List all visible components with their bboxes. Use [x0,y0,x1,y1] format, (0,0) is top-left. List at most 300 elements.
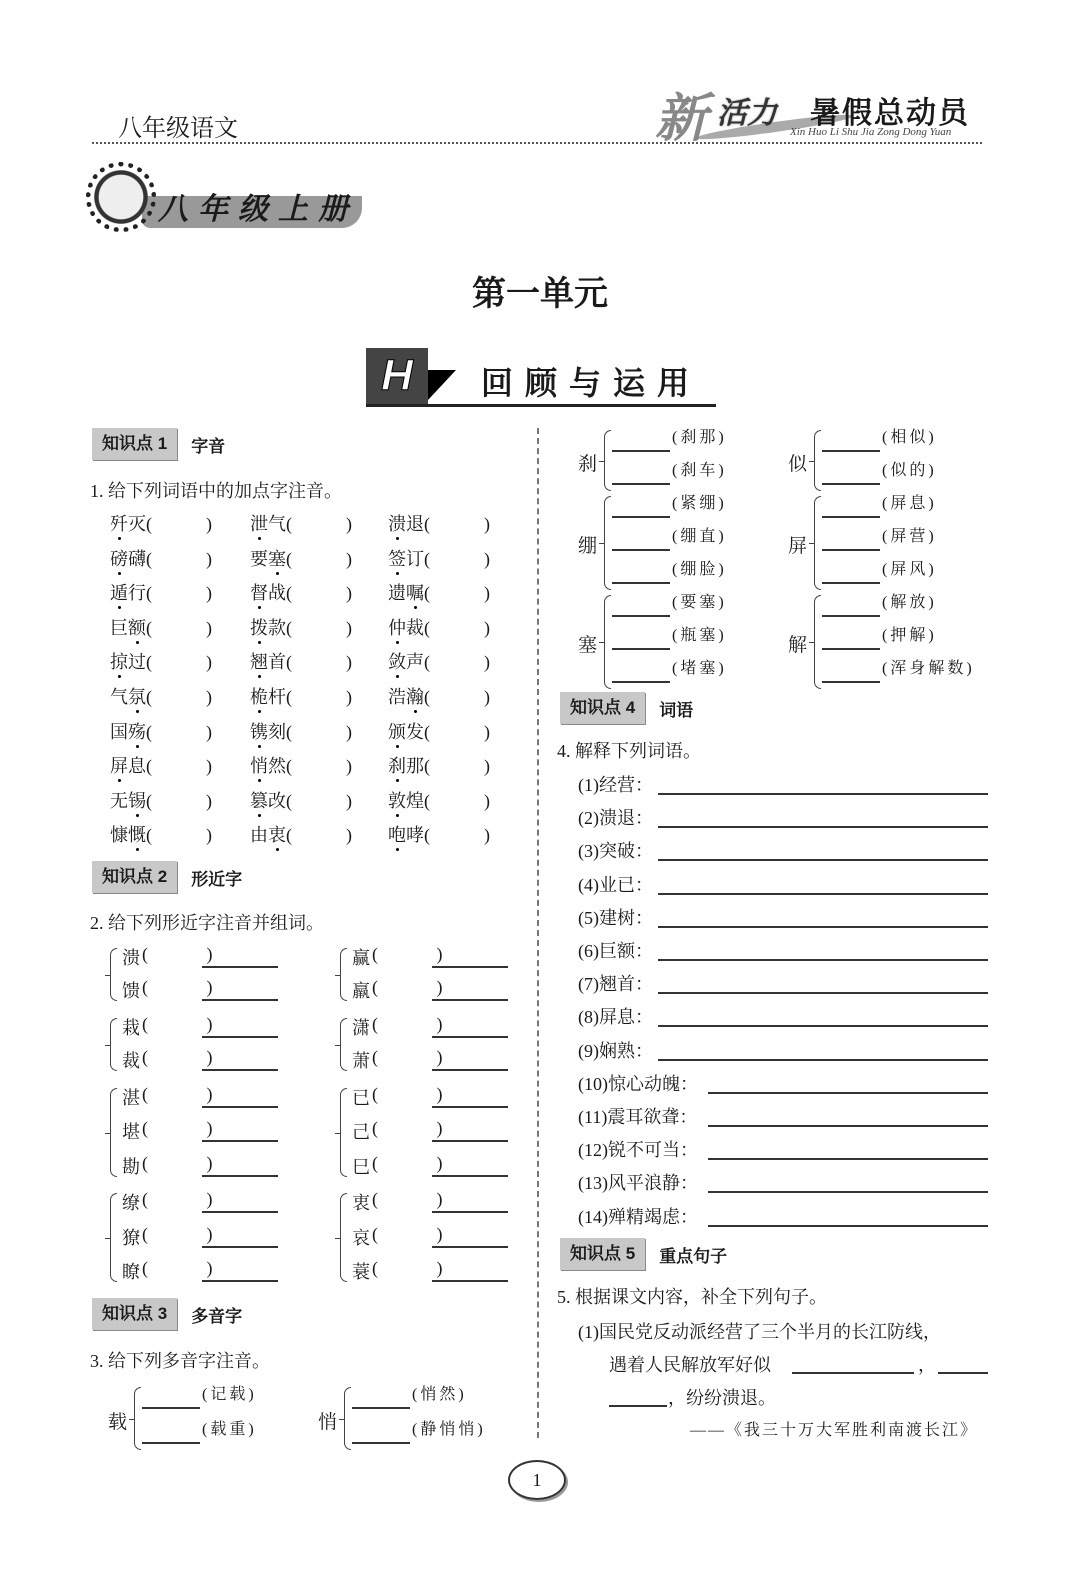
answer-paren: ( ) [372,944,443,964]
polyphone-char: 塞 [578,635,598,656]
vocab-label: (3)突破： [578,841,653,862]
brace [110,1193,117,1282]
vocab-label: (1)经营： [578,775,653,795]
pinyin-item [388,579,490,605]
similar-char: 溃 [122,948,140,968]
answer-blank[interactable] [822,549,880,551]
kp-tag: 知识点 4 [560,692,645,724]
answer-blank[interactable] [432,1036,508,1038]
pinyin-item [110,752,212,778]
word-char: 仲 [388,617,406,638]
polyphone-char: 悄 [318,1411,338,1433]
similar-char: 巳 [352,1157,370,1177]
answer-blank[interactable] [612,450,670,452]
vocab-label: (11)震耳欲聋： [578,1107,698,1127]
polyphone-word: (紧绷) [672,495,727,512]
word-char: 遁 [110,583,128,604]
answer-paren: ( ) [142,1153,213,1173]
brand-logo [655,82,985,148]
answer-paren: ( ) [142,944,213,964]
answer-blank[interactable] [612,582,670,584]
comma: ， [918,1355,936,1375]
answer-blank[interactable] [658,959,988,961]
answer-paren: ( ) [142,1047,213,1067]
brace [340,1193,347,1282]
similar-char: 己 [352,1122,370,1142]
kp-title: 多音字 [191,1306,243,1326]
sentence-line-1: (1)国民党反动派经营了三个半月的长江防线， [578,1322,941,1342]
answer-paren[interactable]: ( ) [286,825,352,846]
word-char: 掠 [110,652,128,673]
answer-paren[interactable]: ( ) [424,721,490,742]
pinyin-item [110,545,212,571]
word-char: 桅 [250,687,268,707]
similar-char: 馈 [122,981,140,1001]
polyphone-char: 绷 [578,536,598,557]
answer-blank[interactable] [658,893,988,895]
word-char: 然 [268,756,286,777]
word-char: 那 [406,756,424,777]
polyphone-word: (浑身解数) [882,660,975,677]
answer-blank[interactable] [432,1069,508,1071]
word-char: 巨 [110,617,128,638]
polyphone-word: (屏营) [882,528,937,545]
word-char: 衷 [268,825,286,846]
word-char: 瀚 [406,687,424,707]
polyphone-word: (押解) [882,627,937,644]
polyphone-word: (静悄悄) [412,1421,486,1438]
answer-blank[interactable] [202,1106,278,1108]
question-3: 3. 给下列多音字注音。 [90,1351,270,1371]
similar-char: 蓑 [352,1262,370,1282]
answer-blank[interactable] [432,999,508,1001]
kp-title: 词语 [659,700,694,720]
answer-paren[interactable]: ( ) [424,825,490,846]
pinyin-item [110,648,212,674]
kp-tag: 知识点 2 [92,861,177,893]
word-char: 篡 [250,790,268,811]
answer-blank[interactable] [708,1092,988,1094]
word-char: 颁 [388,721,406,742]
answer-blank[interactable] [792,1372,914,1374]
answer-blank[interactable] [658,992,988,994]
answer-paren[interactable]: ( ) [146,825,212,846]
word-char: 嘱 [406,583,424,604]
similar-char: 已 [352,1088,370,1108]
answer-blank[interactable] [202,1036,278,1038]
answer-paren: ( ) [372,1047,443,1067]
answer-blank[interactable] [432,1106,508,1108]
answer-blank[interactable] [708,1225,988,1227]
answer-blank[interactable] [658,826,988,828]
word-char: 行 [128,583,146,604]
similar-char: 湛 [122,1088,140,1108]
pinyin-item [388,683,490,709]
knowledge-point-header [92,428,225,460]
answer-blank[interactable] [822,615,880,617]
word-char: 款 [268,617,286,638]
word-char: 督 [250,583,268,604]
word-char: 改 [268,790,286,811]
page-number: 1 [508,1460,566,1500]
word-char: 刹 [388,756,406,777]
answer-blank[interactable] [432,966,508,968]
similar-char: 堪 [122,1122,140,1142]
vocab-label: (9)娴熟： [578,1040,653,1061]
answer-paren[interactable]: ( ) [146,721,212,742]
knowledge-point-header [92,1298,242,1330]
answer-paren[interactable]: ( ) [146,790,212,811]
answer-blank[interactable] [612,516,670,518]
answer-blank[interactable] [822,681,880,683]
polyphone-word: (要塞) [672,594,727,611]
polyphone-word: (解放) [882,594,937,611]
polyphone-char: 屏 [788,536,808,557]
answer-blank[interactable] [708,1125,988,1127]
column-divider [537,428,539,1438]
answer-blank[interactable] [352,1407,410,1409]
word-char: 敦 [388,790,406,811]
word-char: 锡 [128,790,146,811]
word-char: 声 [406,652,424,673]
word-char: 氛 [128,687,146,707]
answer-paren[interactable]: ( ) [424,583,490,604]
answer-paren[interactable]: ( ) [424,756,490,777]
answer-paren: ( ) [142,1258,213,1278]
word-char: 遗 [388,583,406,604]
brace [814,430,821,491]
section-title: 回顾与运用 [481,365,702,401]
brace [110,1018,117,1071]
answer-blank[interactable] [202,1140,278,1142]
logo-pinyin: Xin Huo Li Shu Jia Zong Dong Yuan [790,126,952,138]
word-char: 杆 [268,687,286,707]
pinyin-item [388,821,490,847]
word-char: 额 [128,617,146,638]
answer-paren: ( ) [142,1084,213,1104]
vocab-label: (7)翘首： [578,974,653,995]
word-char: 慷 [110,825,128,846]
answer-blank[interactable] [822,483,880,485]
answer-paren[interactable]: ( ) [424,652,490,673]
answer-blank[interactable] [142,1442,200,1444]
word-char: 磅 [110,548,128,569]
similar-char: 哀 [352,1228,370,1248]
kp-tag: 知识点 1 [92,428,177,460]
answer-paren: ( ) [372,1084,443,1104]
pinyin-item [388,718,490,744]
answer-paren: ( ) [372,1153,443,1173]
similar-char: 瞭 [122,1262,140,1282]
answer-paren[interactable]: ( ) [286,687,352,707]
pinyin-item [250,787,352,813]
polyphone-word: (屏风) [882,561,937,578]
answer-paren[interactable]: ( ) [286,548,352,569]
answer-blank[interactable] [612,648,670,650]
polyphone-word: (记载) [202,1386,257,1403]
answer-paren: ( ) [372,1224,443,1244]
unit-title: 第一单元 [472,276,608,313]
pinyin-item [250,648,352,674]
knowledge-point-header [92,861,242,893]
brace [134,1387,141,1450]
pinyin-item [388,614,490,640]
brace [814,496,821,590]
answer-blank[interactable] [432,1211,508,1213]
sun-icon [90,166,152,228]
brace [814,595,821,689]
pinyin-item [250,752,352,778]
similar-char: 栽 [122,1018,140,1038]
answer-blank[interactable] [432,1280,508,1282]
answer-blank[interactable] [658,793,988,795]
word-char: 首 [268,652,286,673]
answer-paren[interactable]: ( ) [146,617,212,638]
knowledge-point-header [560,692,693,724]
pinyin-item [250,579,352,605]
word-char: 气 [268,514,286,534]
polyphone-word: (载重) [202,1421,257,1438]
similar-char: 勘 [122,1157,140,1177]
pinyin-item [388,545,490,571]
word-char: 由 [250,825,268,846]
answer-blank[interactable] [658,926,988,928]
grade-banner-text: 八年级上册 [158,193,358,226]
word-char: 慨 [128,825,146,846]
vocab-label: (8)屏息： [578,1007,653,1028]
logo-xin: 新 [655,91,708,148]
answer-blank[interactable] [352,1442,410,1444]
answer-paren[interactable]: ( ) [146,583,212,604]
pinyin-item [388,648,490,674]
answer-blank[interactable] [202,966,278,968]
word-char: 拨 [250,617,268,638]
answer-paren: ( ) [372,1258,443,1278]
pinyin-item [110,718,212,744]
word-char: 发 [406,721,424,742]
word-char: 泄 [250,514,268,534]
answer-blank[interactable] [822,648,880,650]
logo-huoli: 活力 [717,97,777,130]
similar-char: 潇 [352,1018,370,1038]
sentence-line-3: ，纷纷溃退。 [668,1388,776,1408]
word-char: 塞 [268,548,286,569]
pinyin-item [250,821,352,847]
pinyin-item [110,579,212,605]
similar-char: 獠 [122,1228,140,1248]
answer-paren[interactable]: ( ) [286,756,352,777]
quote-source: ——《我三十万大军胜利南渡长江》 [690,1422,979,1439]
polyphone-word: (绷脸) [672,561,727,578]
word-char: 敛 [388,652,406,673]
answer-paren[interactable]: ( ) [146,652,212,673]
word-char: 国 [110,721,128,742]
answer-blank[interactable] [822,582,880,584]
vocab-label: (14)殚精竭虑： [578,1206,698,1227]
vocab-label: (5)建树： [578,907,653,928]
answer-blank[interactable] [708,1158,988,1160]
knowledge-point-header [560,1238,727,1270]
answer-blank[interactable] [432,1140,508,1142]
similar-char: 衷 [352,1193,370,1213]
word-char: 礴 [128,548,146,569]
pinyin-item [110,683,212,709]
similar-char: 缭 [122,1193,140,1213]
polyphone-word: (瓶塞) [672,627,727,644]
word-char: 刻 [268,721,286,742]
section-underline [366,404,716,407]
kp-title: 字音 [191,436,226,456]
word-char: 翘 [250,652,268,673]
answer-paren: ( ) [142,1224,213,1244]
pinyin-item [388,510,490,536]
answer-blank[interactable] [432,1175,508,1177]
word-char: 溃 [388,514,406,534]
similar-char: 羸 [352,981,370,1001]
vocab-label: (10)惊心动魄： [578,1073,698,1094]
answer-paren[interactable]: ( ) [146,548,212,569]
answer-blank[interactable] [612,615,670,617]
answer-blank[interactable] [202,1175,278,1177]
word-char: 悄 [250,756,268,777]
word-char: 气 [110,687,128,707]
answer-paren[interactable]: ( ) [424,617,490,638]
word-char: 签 [388,548,406,569]
brace [340,948,347,1001]
answer-blank[interactable] [202,1246,278,1248]
answer-blank[interactable] [612,483,670,485]
polyphone-word: (屏息) [882,495,937,512]
header-divider [92,142,982,144]
answer-paren[interactable]: ( ) [424,687,490,707]
answer-blank[interactable] [142,1407,200,1409]
answer-blank[interactable] [432,1246,508,1248]
answer-blank[interactable] [612,681,670,683]
brace [604,430,611,491]
polyphone-char: 解 [788,635,808,656]
vocab-label: (12)锐不可当： [578,1140,698,1161]
answer-paren: ( ) [142,977,213,997]
word-char: 咆 [388,825,406,846]
answer-paren[interactable]: ( ) [146,756,212,777]
answer-paren: ( ) [142,1118,213,1138]
section-letter: H [366,348,428,404]
pinyin-item [250,545,352,571]
answer-blank[interactable] [202,1280,278,1282]
kp-tag: 知识点 3 [92,1298,177,1330]
answer-blank[interactable] [612,549,670,551]
answer-blank[interactable] [938,1372,988,1374]
answer-blank[interactable] [609,1405,667,1407]
word-char: 裁 [406,617,424,638]
word-char: 镌 [250,721,268,742]
answer-blank[interactable] [658,1059,988,1061]
brace [340,1018,347,1071]
answer-blank[interactable] [708,1191,988,1193]
vocab-label: (6)巨额： [578,941,653,961]
polyphone-char: 载 [108,1411,128,1433]
polyphone-word: (堵塞) [672,660,727,677]
pinyin-item [110,510,212,536]
similar-char: 裁 [122,1051,140,1071]
answer-paren[interactable]: ( ) [286,617,352,638]
answer-paren[interactable]: ( ) [146,514,212,534]
word-char: 订 [406,548,424,569]
pinyin-item [110,787,212,813]
word-char: 息 [128,756,146,777]
word-char: 灭 [128,514,146,534]
question-5: 5. 根据课文内容，补全下列句子。 [557,1287,827,1307]
answer-paren[interactable]: ( ) [424,514,490,534]
pinyin-item [250,510,352,536]
vocab-label: (4)业已： [578,874,653,895]
answer-paren[interactable]: ( ) [286,721,352,742]
polyphone-word: (悄然) [412,1386,467,1403]
brace [110,948,117,1001]
answer-blank[interactable] [822,450,880,452]
brace [604,595,611,689]
word-char: 煌 [406,790,424,811]
word-char: 殇 [128,721,146,742]
word-char: 哮 [406,825,424,846]
word-char: 战 [268,583,286,604]
polyphone-word: (刹那) [672,429,727,446]
kp-title: 形近字 [191,869,243,889]
answer-paren[interactable]: ( ) [286,583,352,604]
brace [110,1088,117,1177]
polyphone-char: 刹 [578,453,598,475]
brace [604,496,611,590]
question-4: 4. 解释下列词语。 [557,741,701,761]
kp-tag: 知识点 5 [560,1238,645,1270]
answer-paren: ( ) [372,977,443,997]
polyphone-word: (绷直) [672,528,727,545]
subject-header: 八年级语文 [118,115,238,142]
pinyin-item [110,821,212,847]
section-banner [366,348,716,406]
answer-paren: ( ) [142,1014,213,1034]
pinyin-item [388,752,490,778]
answer-blank[interactable] [202,1069,278,1071]
question-1: 1. 给下列词语中的加点字注音。 [90,481,342,501]
vocab-label: (13)风平浪静： [578,1173,698,1194]
answer-paren: ( ) [372,1118,443,1138]
answer-paren[interactable]: ( ) [286,514,352,534]
answer-blank[interactable] [202,999,278,1001]
answer-paren[interactable]: ( ) [146,687,212,707]
answer-blank[interactable] [658,859,988,861]
word-char: 浩 [388,687,406,707]
word-char: 屏 [110,756,128,777]
word-char: 过 [128,652,146,673]
pinyin-item [250,718,352,744]
answer-paren[interactable]: ( ) [424,548,490,569]
answer-paren[interactable]: ( ) [286,652,352,673]
word-char: 无 [110,790,128,811]
answer-blank[interactable] [822,516,880,518]
polyphone-word: (相似) [882,429,937,446]
answer-paren[interactable]: ( ) [424,790,490,811]
answer-blank[interactable] [202,1211,278,1213]
pinyin-item [250,683,352,709]
grade-banner [90,166,365,232]
pinyin-item [250,614,352,640]
logo-main-text: 暑假总动员 [810,97,970,130]
answer-paren[interactable]: ( ) [286,790,352,811]
answer-blank[interactable] [658,1025,988,1027]
kp-title: 重点句子 [659,1246,728,1266]
answer-paren: ( ) [372,1014,443,1034]
